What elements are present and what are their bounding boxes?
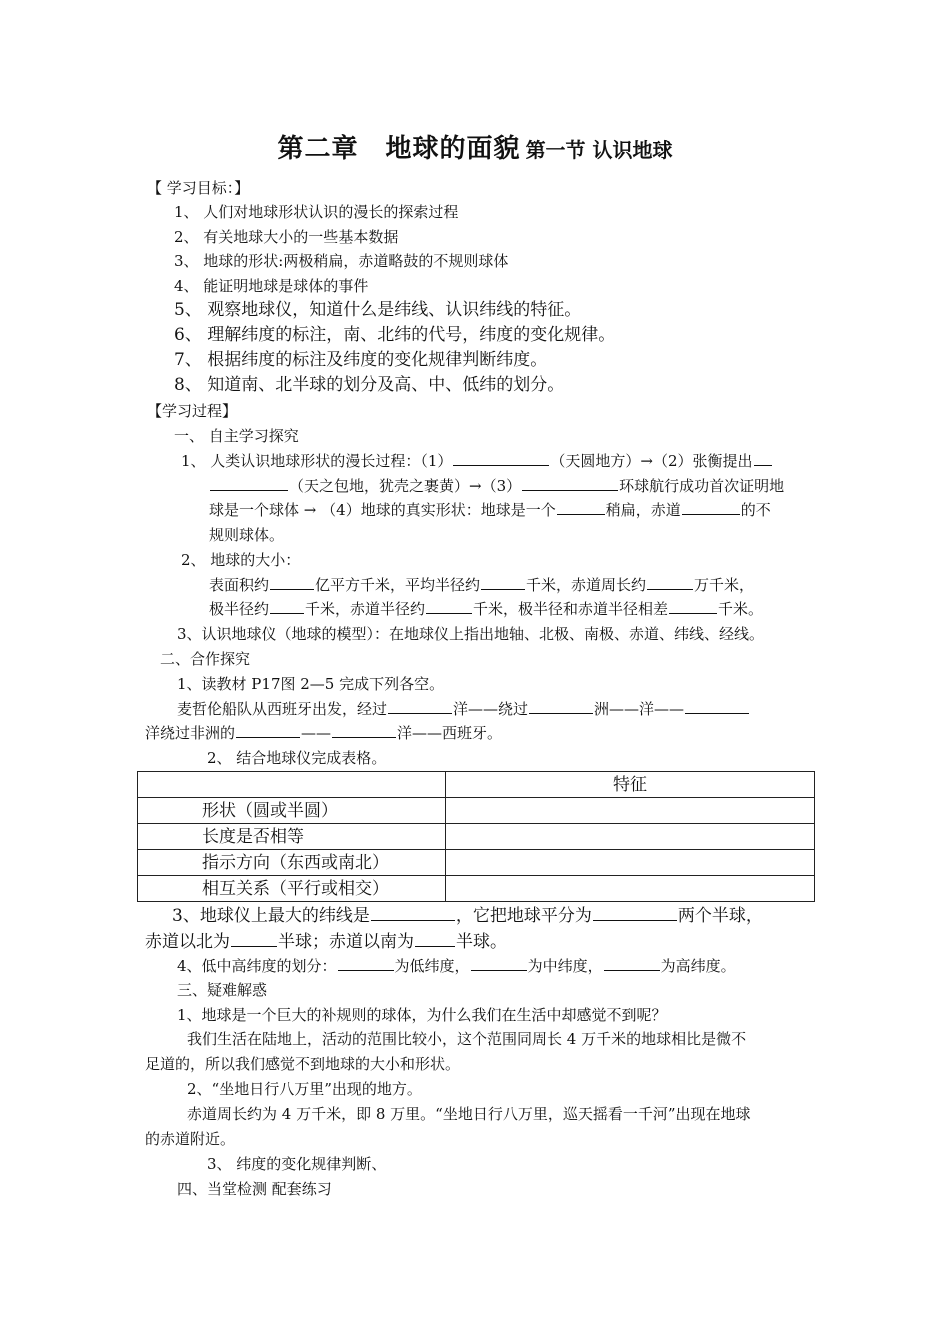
faq-answer-2-line-2: 的赤道附近。 [145, 1130, 236, 1148]
objective-item: 3、 地球的形状:两极稍扁，赤道略鼓的不规则球体 [174, 252, 509, 270]
coop-question-4: 4、低中高纬度的划分： 为低纬度， 为中纬度， 为高纬度。 [177, 957, 736, 975]
blank[interactable] [388, 699, 452, 714]
section-heading: 二、合作探究 [160, 650, 251, 668]
question-1-line-2: （天之包地，犹壳之裹黄）→（3） 环球航行成功首次证明地 [209, 476, 784, 496]
table-row [138, 876, 815, 902]
objectives-heading: 【 学习目标：】 [147, 179, 250, 197]
question-2-line-1: 表面积约 亿平方千米，平均半径约 千米，赤道周长约 万千米， [209, 576, 755, 594]
coop-question-3-line-1: 3、地球仪上最大的纬线是 ，它把地球平分为 两个半球， [172, 906, 763, 926]
table-row [138, 824, 815, 850]
chapter-title: 第二章 地球的面貌 [277, 134, 521, 164]
table-row [138, 850, 815, 876]
table-input-cell[interactable] [446, 876, 815, 902]
table-row-label: 指示方向（东西或南北） [138, 850, 446, 876]
page-title [0, 128, 950, 165]
blank[interactable] [453, 451, 549, 466]
blank[interactable] [471, 956, 527, 971]
blank[interactable] [332, 723, 396, 738]
magellan-line-2: 洋绕过非洲的 —— 洋——西班牙。 [145, 724, 503, 742]
faq-answer-1-line-2: 足道的，所以我们感觉不到地球的大小和形状。 [145, 1055, 461, 1073]
process-heading: 【学习过程】 [147, 402, 238, 420]
coop-question-2: 2、 结合地球仪完成表格。 [207, 749, 387, 767]
table-row-label: 长度是否相等 [138, 824, 446, 850]
section-heading: 一、 自主学习探究 [174, 427, 299, 445]
objective-item: 8、 知道南、北半球的划分及高、中、低纬的划分。 [174, 375, 565, 395]
table-input-cell[interactable] [446, 798, 815, 824]
objective-item: 1、 人们对地球形状认识的漫长的探索过程 [174, 203, 459, 221]
faq-answer-2-line-1: 赤道周长约为 4 万千米，即 8 万里。“坐地日行八万里，巡天摇看一千河”出现在地球 [187, 1105, 751, 1123]
objective-item: 2、 有关地球大小的一些基本数据 [174, 228, 399, 246]
blank[interactable] [481, 575, 525, 590]
table-input-cell[interactable] [446, 824, 815, 850]
arrow-icon: → [640, 452, 653, 470]
table-header-cell: 特征 [446, 772, 815, 798]
table-row-label: 形状（圆或半圆） [138, 798, 446, 824]
faq-answer-1-line-1: 我们生活在陆地上，活动的范围比较小，这个范围同周长 4 万千米的地球相比是微不 [187, 1030, 747, 1048]
table-row-label: 相互关系（平行或相交） [138, 876, 446, 902]
blank[interactable] [210, 476, 288, 491]
arrow-icon: → [303, 501, 317, 519]
blank[interactable] [685, 699, 749, 714]
objective-item: 7、 根据纬度的标注及纬度的变化规律判断纬度。 [174, 350, 548, 370]
question-1-line-3: 球是一个球体 → （4）地球的真实形状：地球是一个 稍扁，赤道 的不 [209, 501, 771, 519]
blank[interactable] [529, 699, 593, 714]
table-row [138, 798, 815, 824]
faq-question-3: 3、 纬度的变化规律判断、 [207, 1155, 387, 1173]
table-cell [138, 772, 446, 798]
blank[interactable] [270, 575, 314, 590]
question-2-line-2: 极半径约 千米，赤道半径约 千米，极半径和赤道半径相差 千米。 [209, 600, 764, 618]
faq-question-1: 1、地球是一个巨大的补规则的球体，为什么我们在生活中却感觉不到呢？ [177, 1006, 667, 1024]
blank[interactable] [647, 575, 693, 590]
blank[interactable] [754, 451, 772, 466]
question-2-title: 2、 地球的大小： [181, 551, 301, 569]
blank[interactable] [338, 956, 394, 971]
blank[interactable] [426, 599, 472, 614]
question-1-line-4: 规则球体。 [209, 526, 285, 544]
question-3: 3、认识地球仪（地球的模型）：在地球仪上指出地轴、北极、南极、赤道、纬线、经线。 [177, 625, 765, 643]
blank[interactable] [604, 956, 660, 971]
blank[interactable] [236, 723, 300, 738]
coop-question-3-line-2: 赤道以北为 半球；赤道以南为 半球。 [145, 932, 507, 952]
arrow-icon: → [469, 477, 482, 495]
blank[interactable] [231, 930, 277, 947]
blank[interactable] [415, 930, 455, 947]
section-heading: 三、疑难解惑 [177, 981, 268, 999]
blank[interactable] [669, 599, 717, 614]
table-input-cell[interactable] [446, 850, 815, 876]
objective-item: 5、 观察地球仪，知道什么是纬线、认识纬线的特征。 [174, 300, 582, 320]
objective-item: 6、 理解纬度的标注，南、北纬的代号，纬度的变化规律。 [174, 325, 616, 345]
blank[interactable] [682, 500, 740, 515]
blank[interactable] [371, 904, 455, 921]
latitude-table [137, 771, 815, 902]
blank[interactable] [593, 904, 677, 921]
table-header-row [138, 772, 815, 798]
blank[interactable] [270, 599, 304, 614]
coop-question-1: 1、读教材 P17图 2—5 完成下列各空。 [177, 675, 445, 693]
faq-question-2: 2、“坐地日行八万里”出现的地方。 [187, 1080, 422, 1098]
blank[interactable] [557, 500, 605, 515]
section-title: 第一节 认识地球 [525, 138, 673, 162]
objective-item: 4、 能证明地球是球体的事件 [174, 277, 369, 295]
question-1-line-1: 1、 人类认识地球形状的漫长过程：（1） （天圆地方）→（2）张衡提出 [181, 451, 773, 471]
blank[interactable] [522, 476, 618, 491]
magellan-line-1: 麦哲伦船队从西班牙出发，经过 洋——绕过 洲——洋—— [177, 699, 750, 719]
section-heading: 四、当堂检测 配套练习 [177, 1180, 332, 1198]
